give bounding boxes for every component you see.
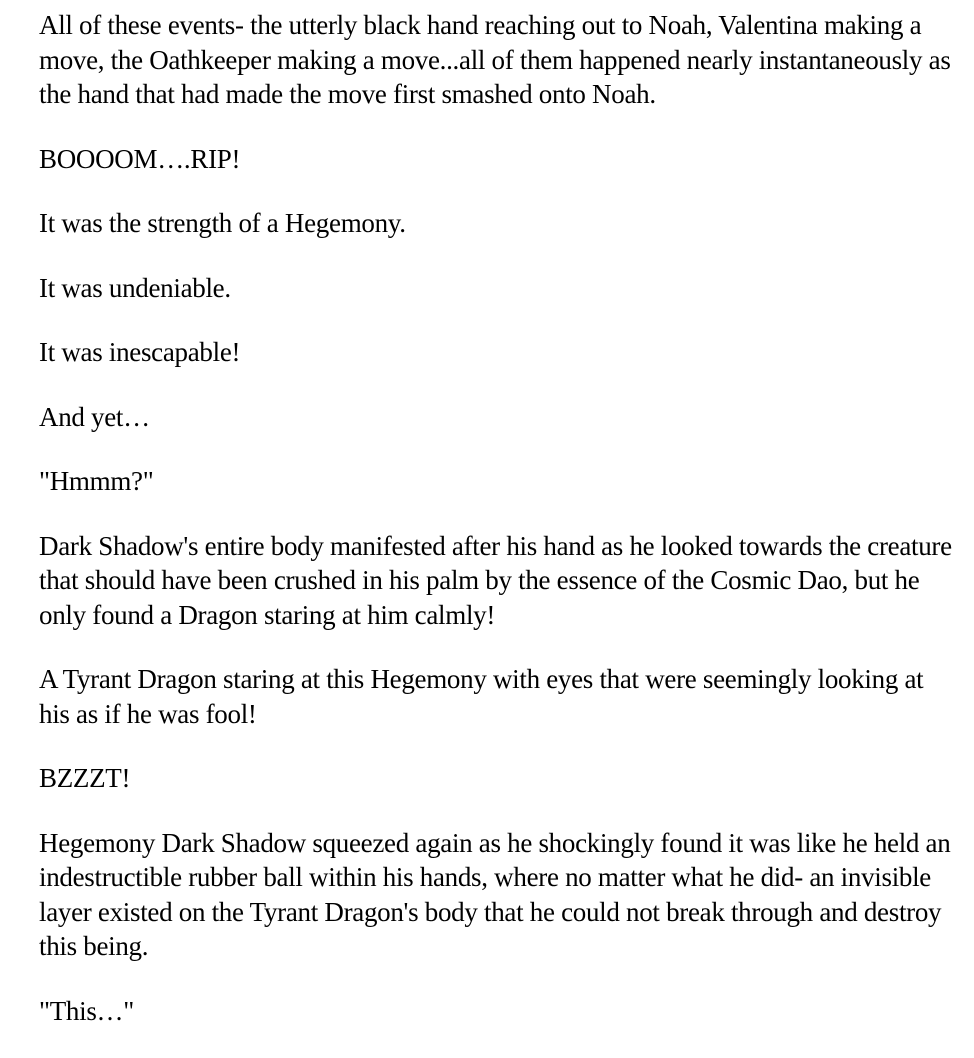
paragraph: A Tyrant Dragon staring at this Hegemony with eyes that were seemingly looking at his as if he was fool!	[39, 664, 924, 729]
paragraph: "This…"	[39, 995, 134, 1026]
paragraph: BZZZT!	[39, 763, 131, 793]
paragraph: Dark Shadow's entire body manifested after his hand as he looked towards the creature that should have been crushed in his palm by the essence of the Cosmic Dao, but he only found a Dragon staring at him calmly!	[39, 530, 952, 630]
paragraph: Hegemony Dark Shadow squeezed again as he shockingly found it was like he held an indestructible rubber ball within his hands, where no matter what he did- an invisible layer existed on the Tyrant Dragon's body that he could not break through and destroy this being.	[39, 827, 951, 961]
paragraph: BOOOOM….RIP!	[39, 143, 241, 174]
paragraph: It was inescapable!	[39, 337, 241, 367]
paragraph: All of these events- the utterly black hand reaching out to Noah, Valentina making a move, the Oathkeeper making a move...all of them happened nearly instantaneously as the hand that had made the move first smashed onto Noah.	[39, 10, 951, 109]
paragraph: "Hmmm?"	[39, 466, 154, 496]
chapter-text	[39, 8, 954, 1058]
paragraph: And yet…	[39, 401, 150, 432]
paragraph: It was the strength of a Hegemony.	[39, 208, 406, 238]
paragraph: It was undeniable.	[39, 272, 231, 303]
